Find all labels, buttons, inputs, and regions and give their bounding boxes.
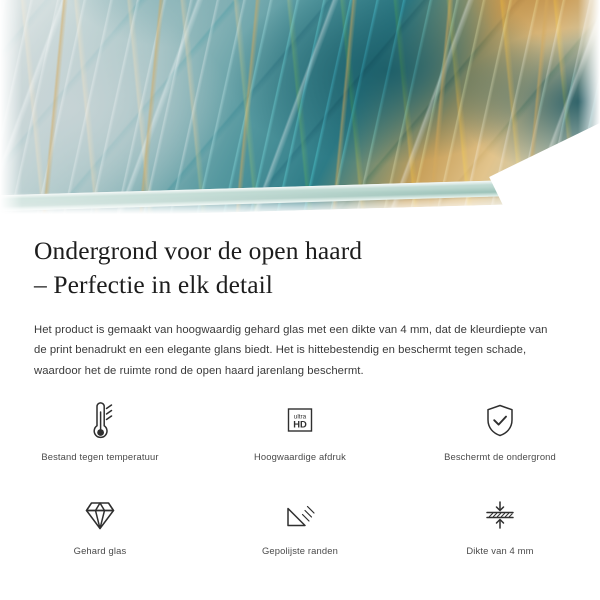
hero-fade-right	[578, 0, 600, 218]
feature-label: Dikte van 4 mm	[466, 545, 534, 556]
feature-item-print-quality	[200, 398, 400, 476]
feature-label: Bestand tegen temperatuur	[41, 451, 159, 462]
feature-item-thickness	[400, 492, 600, 570]
thickness-4mm-icon	[478, 492, 522, 538]
feature-item-temperature	[0, 398, 200, 476]
hero-image	[0, 0, 600, 218]
diamond-icon	[78, 492, 122, 538]
headline-line-2: – Perfectie in elk detail	[34, 269, 273, 299]
feature-label: Hoogwaardige afdruk	[254, 451, 346, 462]
polished-edges-icon	[278, 492, 322, 538]
sparkle-small-icon	[540, 152, 562, 174]
svg-text:HD: HD	[293, 418, 307, 430]
ultra-hd-icon	[278, 398, 322, 444]
feature-grid	[0, 398, 600, 570]
hero-image-inner	[0, 0, 600, 218]
hero-fade-left	[0, 0, 22, 218]
feature-item-polished-edges	[200, 492, 400, 570]
feature-label: Gepolijste randen	[261, 545, 339, 556]
thermometer-icon	[78, 398, 122, 444]
content-block	[0, 218, 600, 381]
description-paragraph: Het product is gemaakt van hoogwaardig gehard glas met een dikte van 4 mm, dat de kleurdiepte van de print benadrukt en een elegante glans biedt. Het is hittebestendig en beschermt tegen schade, waardoor het de ruimte rond de open haard jarenlang beschermt.	[34, 323, 548, 377]
page-title	[0, 218, 600, 302]
hero-fade-bottom	[0, 192, 600, 218]
feature-label: Gehard glas	[73, 545, 127, 556]
feature-label: Beschermt de ondergrond	[444, 451, 556, 462]
feature-item-surface-protection	[400, 398, 600, 476]
headline-line-1: Ondergrond voor de open haard	[34, 236, 363, 265]
feature-item-tempered-glass	[0, 492, 200, 570]
shield-check-icon	[478, 398, 522, 444]
svg-text:ultra: ultra	[293, 413, 307, 421]
